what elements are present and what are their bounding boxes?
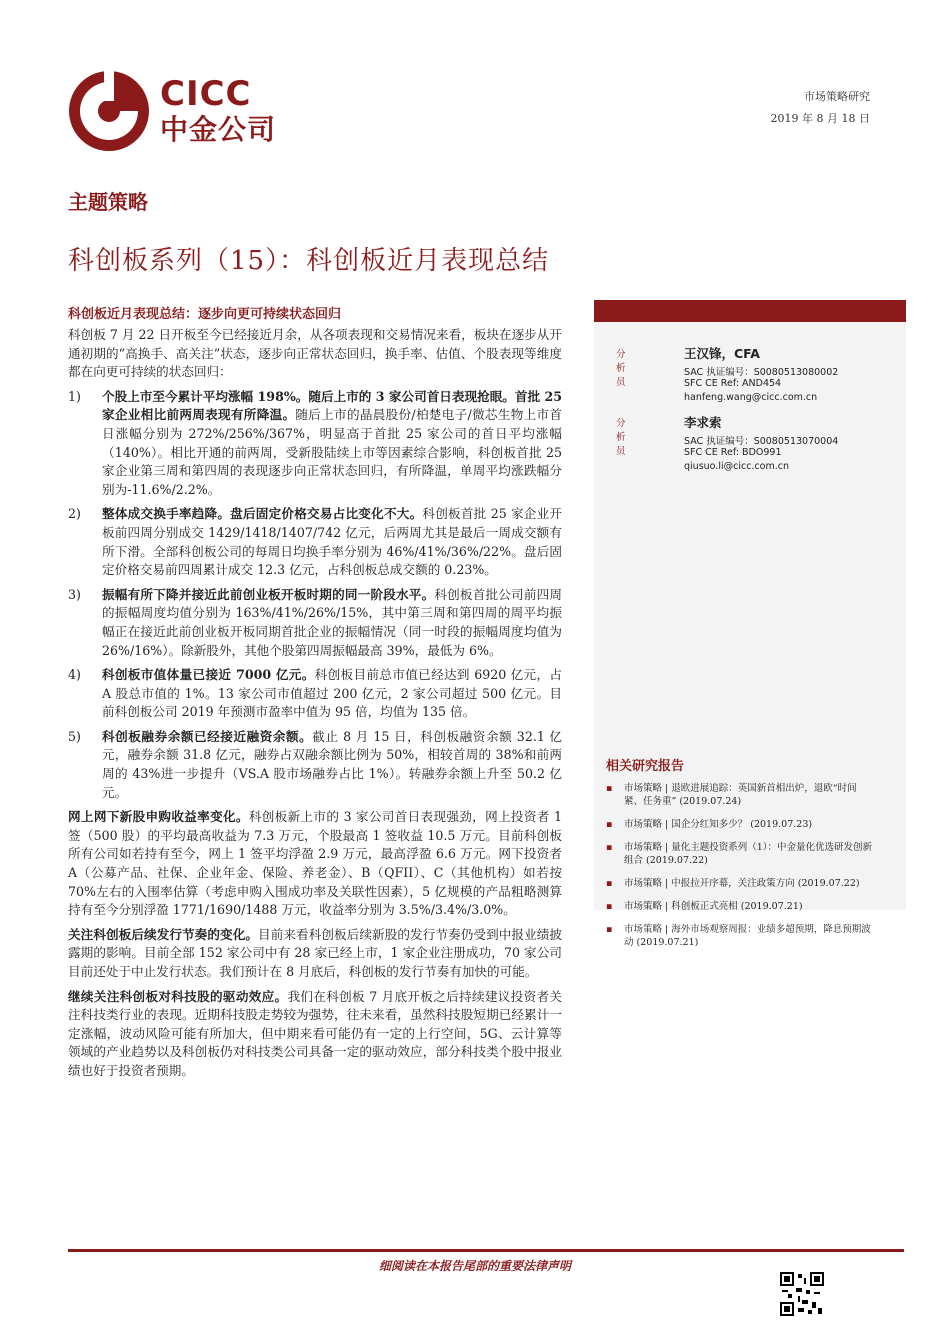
paragraph-body: 我们在科创板 7 月底开板之后持续建议投资者关注科技类行业的表现。近期科技股走势较为强势，往未来看，虽然科技股短期已经累计一定涨幅，波动风险可能有所加大，但中期来看可能仍有一定的上行空间，5G、云计算等领域的产业趋势以及科创板仍对科技类公司具备一定的驱动效应，部分科技类个股中报业绩也好于投资者预期。 xyxy=(68,988,562,1078)
item-text xyxy=(102,388,562,500)
item-number: 1) xyxy=(68,388,81,404)
intro-paragraph: 科创板 7 月 22 日开板至今已经接近月余，从各项表现和交易情况来看，板块在逐步从开通初期的“高换手、高关注”状态，逐步向正常状态回归，换手率、估值、个股表现等维度都在向更可持续的状态回归： xyxy=(68,327,562,380)
item-text xyxy=(102,666,562,722)
subhead: 科创板近月表现总结：逐步向更可持续状态回归 xyxy=(68,307,342,322)
item-number: 5) xyxy=(68,728,81,744)
bullet-icon: ▪ xyxy=(606,819,613,830)
item-body: 科创板目前总市值已经达到 6920 亿元，占 A 股总市值的 1%。13 家公司市值超过 200 亿元，2 家公司超过 500 亿元。目前科创板公司 2019 年预测市盈率中值为 95 倍，均值为 135 倍。 xyxy=(102,667,562,720)
item-body: 科创板首批公司前四周的振幅周度均值分别为 163%/41%/26%/15%，其中第三周和第四周的周平均振幅正在接近此前创业板开板同期首批企业的振幅情况（同一时段的振幅周度均值为 26%/16%）。除新股外，其他个股第四周振幅最高 39%，最低为 6%。 xyxy=(102,586,563,658)
numbered-item xyxy=(68,666,562,722)
related-reports-list xyxy=(606,782,874,959)
main-body xyxy=(68,326,562,1087)
analyst-sfc: SFC CE Ref: BDO991 xyxy=(684,447,782,458)
item-bold: 振幅有所下降并接近此前创业板开板时期的同一阶段水平。 xyxy=(102,586,435,602)
numbered-item xyxy=(68,505,562,579)
body-paragraph xyxy=(68,926,562,982)
item-bold: 整体成交换手率趋降。盘后固定价格交易占比变化不大。 xyxy=(102,506,423,522)
body-paragraph xyxy=(68,988,562,1081)
section-tag: 主题策略 xyxy=(68,190,148,214)
related-report-text: 市场策略 | 海外市场观察周报：业绩多超预期，降息预期波动 (2019.07.21) xyxy=(624,924,871,948)
numbered-item xyxy=(68,586,562,660)
analyst-role: 分析员 xyxy=(616,418,626,457)
item-text xyxy=(102,505,562,579)
related-report-item[interactable] xyxy=(606,877,874,890)
paragraph-lead: 关注科创板后续发行节奏的变化。 xyxy=(68,926,259,942)
related-report-item[interactable] xyxy=(606,923,874,949)
item-body: 科创板首批 25 家企业开板前四周分别成交 1429/1418/1407/742 亿元，后两周尤其是最后一周成交额有所下滑。全部科创板公司的每周日均换手率分别为 46%/41%/36%/22%。盘后固定价格交易前四周累计成交 12.3 亿元，占科创板总成交额的 0.23%。 xyxy=(102,506,562,578)
item-bold: 科创板融券余额已经接近融资余额。 xyxy=(102,728,313,744)
analyst-email[interactable]: hanfeng.wang@cicc.com.cn xyxy=(684,392,818,403)
analyst-email[interactable]: qiusuo.li@cicc.com.cn xyxy=(684,461,789,472)
bullet-icon: ▪ xyxy=(606,924,613,935)
related-report-item[interactable] xyxy=(606,818,874,831)
item-body: 随后上市的晶晨股份/柏楚电子/微芯生物上市首日涨幅分别为 272%/256%/367%，明显高于首批 25 家公司的首日平均涨幅（140%）。相比开通的前两周，受新股陆续上市等因素综合影响，科创板首批 25 家企业第三周和第四周的表现逐步向正常状态回归，有所降温，单周平均涨跌幅分别为-11.6%/2.2%。 xyxy=(102,407,562,497)
related-report-text: 市场策略 | 国企分红知多少？ (2019.07.23) xyxy=(624,819,813,830)
related-report-item[interactable] xyxy=(606,841,874,867)
page-title: 科创板系列（15）：科创板近月表现总结 xyxy=(68,246,550,276)
report-date: 2019 年 8 月 18 日 xyxy=(770,112,870,125)
paragraph-lead: 继续关注科创板对科技股的驱动效应。 xyxy=(68,988,288,1004)
item-number: 2) xyxy=(68,506,81,522)
related-report-text: 市场策略 | 科创板正式亮相 (2019.07.21) xyxy=(624,901,803,912)
paragraph-lead: 网上网下新股申购收益率变化。 xyxy=(68,809,249,825)
paragraph-body: 科创板新上市的 3 家公司首日表现强劲，网上投资者 1 签（500 股）的平均最高收益为 7.3 万元，个股最高 1 签收益 10.5 万元。目前科创板所有公司如若持有至今，网上 1 签平均浮盈 2.9 万元，最高浮盈 6.6 万元。网下投资者 A（公募产品、社保、企业年金、保险、养老金）、B（QFII）、C（其他机构）如若按 70%左右的入围率估算（考虑申购入围成功率及关联性因素），5 亿规模的产品粗略测算持有至今分别浮盈 1771/1690/1488 万元，收益率分别为 3.5%/3.4%/3.0%。 xyxy=(68,809,562,918)
bullet-icon: ▪ xyxy=(606,783,613,794)
item-body: 截止 8 月 15 日，科创板融资余额 32.1 亿元，融券余额 31.8 亿元，融券占双融余额比例为 50%，相较首周的 38%和前两周的 43%进一步提升（VS.A 股市场融券占比 1%）。转融券余额上升至 50.2 亿元。 xyxy=(102,728,562,800)
footer-disclaimer[interactable]: 细阅读在本报告尾部的重要法律声明 xyxy=(378,1259,571,1273)
analyst-name: 王汉锋，CFA xyxy=(684,346,760,361)
analyst-sfc: SFC CE Ref: AND454 xyxy=(684,378,782,389)
item-bold: 个股上市至今累计平均涨幅 198%。随后上市的 3 家公司首日表现抢眼。首批 25 家企业相比前两周表现有所降温。 xyxy=(102,388,562,423)
report-type: 市场策略研究 xyxy=(804,90,870,103)
bullet-icon: ▪ xyxy=(606,842,613,853)
related-report-text: 市场策略 | 中报拉开序幕，关注政策方向 (2019.07.22) xyxy=(624,878,860,889)
logo-cn-text: 中金公司 xyxy=(160,113,277,146)
related-report-text: 市场策略 | 退欧进展追踪：英国新首相出炉，退欧“时间紧、任务重” (2019.07.24) xyxy=(624,783,857,807)
qr-code-icon xyxy=(780,1272,824,1316)
numbered-item xyxy=(68,728,562,802)
item-bold: 科创板市值体量已接近 7000 亿元。 xyxy=(102,667,315,683)
footer-divider xyxy=(68,1249,904,1252)
related-reports-title: 相关研究报告 xyxy=(606,759,685,774)
sidebar-header-bar xyxy=(594,300,906,322)
related-report-text: 市场策略 | 量化主题投资系列（1）：中金量化优选研发创新组合 (2019.07.22) xyxy=(624,842,873,866)
analyst-sac: SAC 执证编号：S0080513080002 xyxy=(684,367,839,378)
item-number: 3) xyxy=(68,586,81,602)
bullet-icon: ▪ xyxy=(606,901,613,912)
item-text xyxy=(102,586,562,660)
numbered-item xyxy=(68,388,562,500)
analyst-role: 分析员 xyxy=(616,349,626,388)
related-report-item[interactable] xyxy=(606,782,874,808)
analyst-name: 李求索 xyxy=(684,415,722,430)
paragraph-body: 目前来看科创板后续新股的发行节奏仍受到中报业绩披露期的影响。目前全部 152 家公司中有 28 家已经上市，1 家企业注册成功，70 家公司目前还处于中止发行状态。我们预计在 8 月底后，科创板的发行节奏有加快的可能。 xyxy=(68,926,563,979)
item-text xyxy=(102,728,562,802)
body-paragraph xyxy=(68,808,562,920)
logo-cicc-text: CICC xyxy=(160,74,252,114)
analyst-sac: SAC 执证编号：S0080513070004 xyxy=(684,436,839,447)
item-number: 4) xyxy=(68,667,81,683)
cicc-logo-icon xyxy=(68,70,150,152)
related-report-item[interactable] xyxy=(606,900,874,913)
bullet-icon: ▪ xyxy=(606,878,613,889)
